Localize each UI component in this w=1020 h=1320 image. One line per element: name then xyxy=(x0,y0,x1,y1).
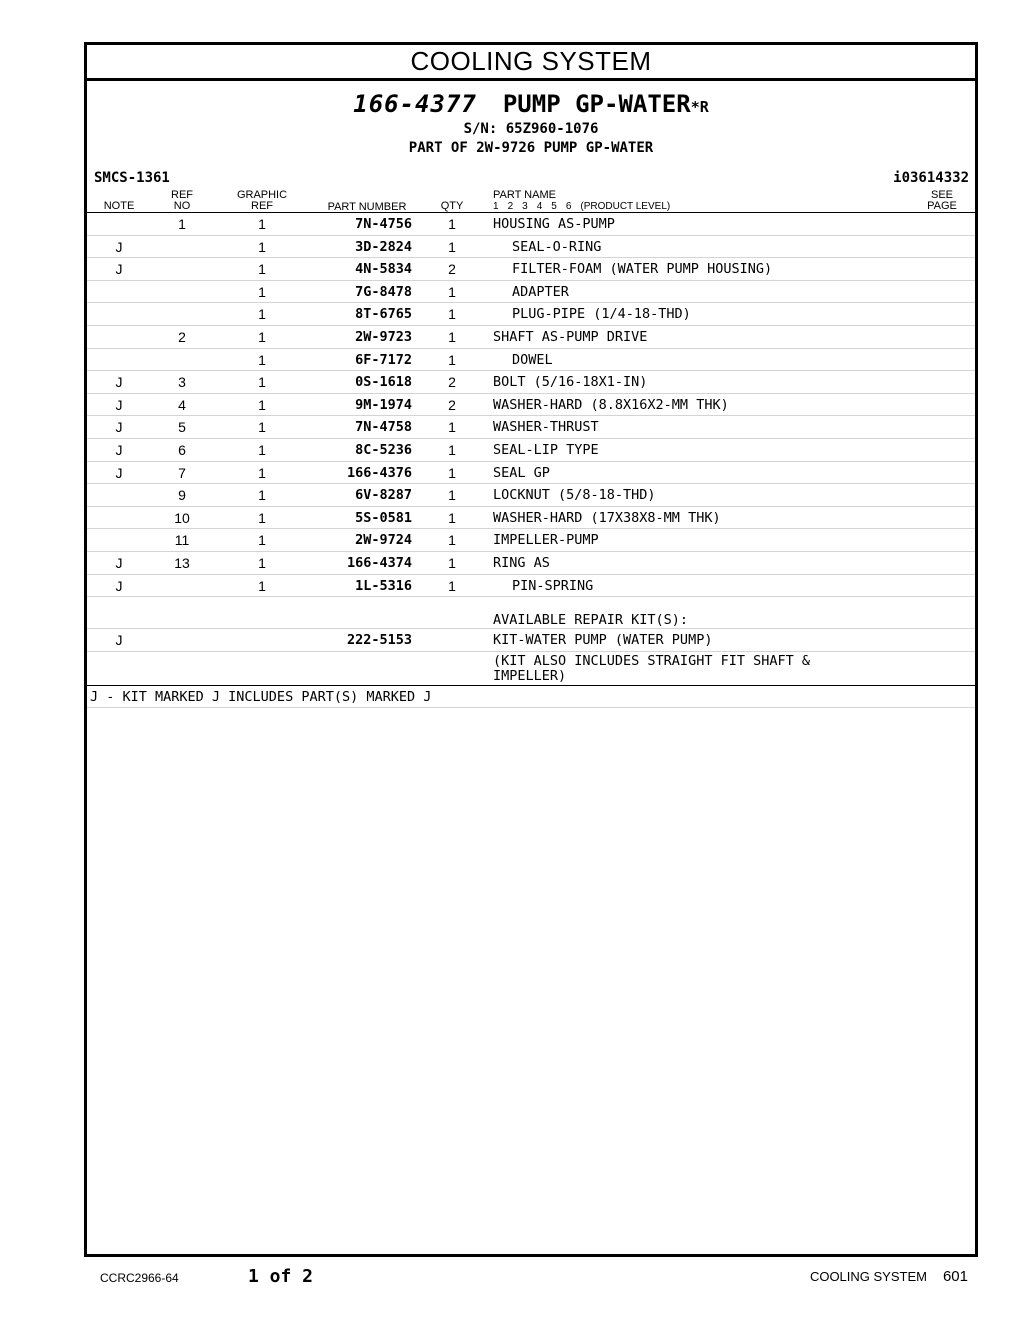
kit-extra: (KIT ALSO INCLUDES STRAIGHT FIT SHAFT & IMPELLER) xyxy=(493,652,810,684)
row-part-name: HOUSING AS-PUMP xyxy=(493,216,615,232)
row-qty: 1 xyxy=(448,441,456,458)
row-qty: 1 xyxy=(448,532,456,549)
row-qty: 2 xyxy=(448,261,456,278)
row-note: J xyxy=(115,419,123,436)
row-ref-no: 2 xyxy=(178,328,186,345)
col-graphic-top: GRAPHIC xyxy=(236,189,288,201)
row-note: J xyxy=(115,396,123,413)
row-graphic-ref: 1 xyxy=(258,396,266,413)
row-graphic-ref: 1 xyxy=(258,441,266,458)
part-of-line: PART OF 2W-9726 PUMP GP-WATER xyxy=(408,140,654,156)
footnote-row xyxy=(87,686,975,709)
row-part-name: SEAL-O-RING xyxy=(512,238,602,255)
column-headers xyxy=(87,190,975,213)
row-part-name: RING AS xyxy=(493,554,550,571)
row-ref-no: 6 xyxy=(178,441,186,458)
row-part-number: 6F-7172 xyxy=(355,351,412,368)
col-part-number: PART NUMBER xyxy=(327,201,407,213)
row-part-number: 6V-8287 xyxy=(355,487,412,504)
row-ref-no: 5 xyxy=(178,419,186,436)
row-part-number: 8C-5236 xyxy=(355,441,412,458)
row-ref-no: 11 xyxy=(174,532,190,549)
col-ref-bottom: NO xyxy=(173,200,191,212)
row-part-name: PLUG-PIPE (1/4-18-THD) xyxy=(512,306,691,323)
row-graphic-ref: 1 xyxy=(258,487,266,504)
group-suffix: *R xyxy=(690,98,709,116)
table-row xyxy=(87,349,975,372)
col-graphic-bottom: REF xyxy=(251,200,273,212)
row-note: J xyxy=(115,261,123,278)
meta-row xyxy=(87,170,975,190)
row-graphic-ref: 1 xyxy=(258,532,266,549)
col-qty: QTY xyxy=(440,200,464,212)
row-qty: 1 xyxy=(448,419,456,436)
table-row xyxy=(87,529,975,552)
row-qty: 1 xyxy=(448,283,456,300)
row-qty: 1 xyxy=(448,216,456,232)
section-title: COOLING SYSTEM xyxy=(87,45,975,81)
col-see-top: SEE xyxy=(930,189,953,201)
row-part-name: ADAPTER xyxy=(512,283,569,300)
table-row xyxy=(87,213,975,236)
row-qty: 1 xyxy=(448,464,456,481)
row-part-number: 1L-5316 xyxy=(355,577,412,594)
page-of: 1 of 2 xyxy=(248,1266,314,1287)
row-graphic-ref: 1 xyxy=(258,374,266,391)
level-3: 3 xyxy=(522,201,528,212)
footnote: J - KIT MARKED J INCLUDES PART(S) MARKED J xyxy=(90,688,432,705)
table-row xyxy=(87,281,975,304)
row-part-number: 7G-8478 xyxy=(355,283,412,300)
row-part-name: WASHER-THRUST xyxy=(493,419,599,436)
row-part-name: DOWEL xyxy=(512,351,553,368)
col-note: NOTE xyxy=(103,200,135,212)
row-part-number: 3D-2824 xyxy=(355,238,412,255)
row-graphic-ref: 1 xyxy=(258,419,266,436)
table-row xyxy=(87,394,975,417)
kit-note: J xyxy=(115,632,123,649)
row-part-number: 0S-1618 xyxy=(355,374,412,391)
footer-section-name: COOLING SYSTEM xyxy=(809,1269,927,1284)
row-graphic-ref: 1 xyxy=(258,216,266,232)
row-graphic-ref: 1 xyxy=(258,306,266,323)
table-row xyxy=(87,462,975,485)
row-qty: 1 xyxy=(448,238,456,255)
col-see-bottom: PAGE xyxy=(927,200,957,212)
parts-page-frame xyxy=(84,42,978,1257)
row-ref-no: 10 xyxy=(174,509,190,526)
group-part-number: 166-4377 xyxy=(353,90,477,118)
row-ref-no: 13 xyxy=(174,554,190,571)
row-part-name: WASHER-HARD (17X38X8-MM THK) xyxy=(493,509,721,526)
table-row xyxy=(87,484,975,507)
row-note: J xyxy=(115,441,123,458)
row-graphic-ref: 1 xyxy=(258,509,266,526)
row-part-number: 166-4374 xyxy=(346,554,412,571)
row-graphic-ref: 1 xyxy=(258,328,266,345)
row-graphic-ref: 1 xyxy=(258,283,266,300)
row-qty: 1 xyxy=(448,509,456,526)
product-level-label: (PRODUCT LEVEL) xyxy=(580,201,671,212)
level-6: 6 xyxy=(565,201,572,212)
row-part-number: 8T-6765 xyxy=(355,306,412,323)
level-5: 5 xyxy=(551,201,557,212)
row-note: J xyxy=(115,238,123,255)
row-ref-no: 9 xyxy=(178,487,186,504)
table-row xyxy=(87,507,975,530)
row-part-number: 166-4376 xyxy=(346,464,412,481)
row-graphic-ref: 1 xyxy=(258,464,266,481)
illustration-id: i03614332 xyxy=(893,170,969,186)
footer-page-number: 601 xyxy=(942,1268,968,1285)
row-part-number: 2W-9723 xyxy=(355,328,412,345)
doc-id: CCRC2966-64 xyxy=(100,1271,179,1285)
row-qty: 1 xyxy=(448,577,456,594)
table-row xyxy=(87,303,975,326)
footer-section xyxy=(810,1268,968,1285)
row-ref-no: 4 xyxy=(178,396,186,413)
group-header xyxy=(87,90,975,158)
row-ref-no: 7 xyxy=(178,464,186,481)
table-row xyxy=(87,575,975,598)
row-qty: 1 xyxy=(448,487,456,504)
parts-list xyxy=(87,213,975,597)
row-part-number: 7N-4756 xyxy=(355,216,412,232)
kit-extra-row xyxy=(87,652,975,686)
kit-part-number: 222-5153 xyxy=(346,632,412,649)
level-2: 2 xyxy=(507,201,514,212)
row-ref-no: 3 xyxy=(178,374,186,391)
serial-range: S/N: 65Z960-1076 xyxy=(463,121,599,137)
row-part-name: SEAL GP xyxy=(493,464,550,481)
kit-label-row xyxy=(87,597,975,629)
kit-row xyxy=(87,629,975,652)
group-part-name: PUMP GP-WATER xyxy=(502,90,691,118)
row-part-number: 4N-5834 xyxy=(355,261,412,278)
row-part-name: IMPELLER-PUMP xyxy=(493,532,599,549)
kit-label: AVAILABLE REPAIR KIT(S): xyxy=(493,612,689,629)
row-graphic-ref: 1 xyxy=(258,577,266,594)
row-note: J xyxy=(115,464,123,481)
row-part-name: SHAFT AS-PUMP DRIVE xyxy=(493,328,648,345)
row-ref-no: 1 xyxy=(178,216,186,232)
table-row xyxy=(87,326,975,349)
row-part-name: WASHER-HARD (8.8X16X2-MM THK) xyxy=(493,396,729,413)
row-part-name: LOCKNUT (5/8-18-THD) xyxy=(493,487,656,504)
row-qty: 1 xyxy=(448,351,456,368)
row-qty: 1 xyxy=(448,328,456,345)
col-product-levels xyxy=(493,201,679,212)
col-part-name: PART NAME xyxy=(493,189,556,201)
row-note: J xyxy=(115,554,123,571)
table-row xyxy=(87,236,975,259)
row-qty: 2 xyxy=(448,374,456,391)
row-note: J xyxy=(115,374,123,391)
row-part-number: 2W-9724 xyxy=(355,532,412,549)
table-row xyxy=(87,258,975,281)
smcs-code: SMCS-1361 xyxy=(94,170,170,186)
row-part-number: 9M-1974 xyxy=(355,396,412,413)
row-note: J xyxy=(115,577,123,594)
col-ref-top: REF xyxy=(171,189,193,201)
row-qty: 2 xyxy=(448,396,456,413)
row-graphic-ref: 1 xyxy=(258,261,266,278)
level-4: 4 xyxy=(536,201,543,212)
row-graphic-ref: 1 xyxy=(258,238,266,255)
kit-part-name: KIT-WATER PUMP (WATER PUMP) xyxy=(493,632,713,649)
row-part-name: PIN-SPRING xyxy=(512,577,594,594)
row-graphic-ref: 1 xyxy=(258,351,266,368)
level-1: 1 xyxy=(493,201,499,212)
table-row xyxy=(87,552,975,575)
row-part-name: SEAL-LIP TYPE xyxy=(493,441,599,458)
row-part-number: 5S-0581 xyxy=(355,509,412,526)
row-part-number: 7N-4758 xyxy=(355,419,412,436)
row-qty: 1 xyxy=(448,554,456,571)
row-part-name: BOLT (5/16-18X1-IN) xyxy=(493,374,648,391)
row-graphic-ref: 1 xyxy=(258,554,266,571)
table-row xyxy=(87,439,975,462)
table-row xyxy=(87,371,975,394)
table-row xyxy=(87,416,975,439)
row-part-name: FILTER-FOAM (WATER PUMP HOUSING) xyxy=(512,261,773,278)
row-qty: 1 xyxy=(448,306,456,323)
